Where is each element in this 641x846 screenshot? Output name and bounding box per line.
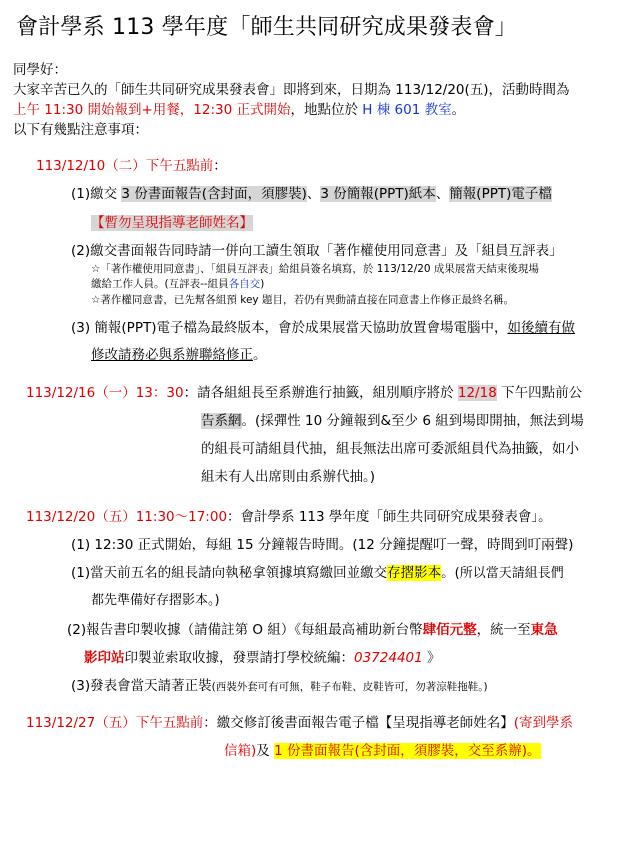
draw-rule: 。(採彈性 10 分鐘報到&至少 6 組到場即開抽，無法到場 (241, 413, 584, 429)
item-text: ，統一至 (476, 622, 531, 638)
section-3-item-3-cont (84, 648, 441, 668)
section-1-item-1 (71, 184, 552, 204)
item-text: (3) 簡報(PPT)電子檔為最終版本，會於成果展當天協助放置會場電腦中， (71, 320, 508, 336)
colon: ： (213, 158, 227, 174)
section-3-item-2 (71, 563, 564, 584)
section-4-line-1 (26, 713, 573, 733)
dress-code: (3)發表會當天請著正裝 (71, 678, 212, 694)
section-1-item-3-cont (91, 345, 267, 365)
section-1-item-1-note (91, 213, 253, 233)
item-text: (1)當天前五名的組長請向執秘拿領據填寫繳回並繳交 (71, 565, 388, 581)
item-note: (所以當天請組長們 (454, 566, 564, 581)
section-1-note-1: ☆「著作權使用同意書」、「組員互評表」給組員簽名填寫，於 113/12/20 成果展當天結束後現場 (91, 263, 539, 275)
period: 。 (451, 102, 466, 118)
item-prefix: (1)繳交 (71, 186, 122, 202)
greeting: 同學好： (13, 62, 67, 78)
section-2-line-4: 組未有人出席則由系辦代抽。) (201, 469, 376, 485)
announce-time: 下午四點前公 (496, 385, 583, 401)
send-to-dept-email-cont: 信箱) (224, 743, 257, 759)
intro-line-1: 大家辛苦已久的「師生共同研究成果發表會」即將到來，日期為 113/12/20(五)，活動時間為 (13, 82, 570, 98)
submit-individually: 各自交 (228, 278, 261, 290)
period: 。 (253, 347, 267, 363)
section-3-item-4 (71, 676, 488, 696)
section-1-item-2: (2)繳交書面報告同時請一併向工讀生領取「著作權使用同意書」及「組員互評表」 (71, 243, 563, 259)
ppt-file: 簡報(PPT)電子檔 (449, 186, 552, 202)
section-2-line-1 (26, 383, 582, 403)
passbook-copy: 存摺影本 (387, 565, 442, 581)
separator: 、 (306, 186, 321, 202)
notice-heading: 以下有幾點注意事項： (13, 122, 148, 138)
section-3-item-1: (1) 12:30 正式開始，每組 15 分鐘報告時間。(12 分鐘提醒叮一聲，時間到叮兩聲) (71, 537, 574, 553)
period: 。 (441, 565, 455, 581)
bracket-close: 》 (422, 650, 441, 666)
submission-instruction: 繳交修訂後書面報告電子檔【呈現指導老師姓名】 (216, 715, 514, 731)
announce-date: 12/18 (457, 385, 497, 401)
section-1-note-1-cont (91, 277, 264, 292)
section-4-line-2 (224, 741, 541, 761)
revision-contact-note-cont: 修改請務必與系辦聯絡修正 (91, 347, 253, 363)
school-tax-id: 03724401 (354, 650, 423, 666)
intro-line-2 (13, 100, 465, 120)
event-location: H 棟 601 教室 (362, 102, 452, 118)
note-text-end: ) (260, 278, 265, 290)
revision-contact-note: 如後續有做 (507, 320, 575, 336)
item-text: (2)報告書印製收據（請備註第 O 組）《每組最高補助新台幣 (67, 622, 423, 638)
colon: ： (227, 509, 241, 525)
colon: ： (183, 385, 198, 401)
separator: 、 (435, 186, 450, 202)
dress-code-note: (西裝外套可有可無，鞋子布鞋、皮鞋皆可，勿著涼鞋拖鞋。) (211, 681, 488, 693)
section-2-line-3: 的組長可請組員代抽，組長無法出席可委派組員代為抽籤，如小 (201, 441, 579, 457)
final-printed-report: 1 份書面報告(含封面，須膠裝，交至系辦)。 (274, 743, 541, 759)
advisor-name-warning: 【暫勿呈現指導老師姓名】 (91, 215, 253, 231)
section-1-date: 113/12/10（二）下午五點前 (36, 158, 214, 174)
section-3-date: 113/12/20（五）11:30～17:00 (26, 509, 228, 525)
section-1-item-3 (71, 318, 575, 338)
section-4-date: 113/12/27（五）下午五點前 (26, 715, 204, 731)
page-title: 會計學系 113 學年度「師生共同研究成果發表會」 (16, 15, 517, 40)
department-website: 告系網 (201, 413, 242, 429)
draw-instruction: 請各組組長至系辦進行抽籤，組別順序將於 (197, 385, 458, 401)
section-3-item-2-cont: 都先準備好存摺影本。) (91, 593, 220, 608)
section-3-item-3 (67, 620, 558, 640)
event-time: 上午 11:30 開始報到+用餐，12:30 正式開始 (13, 102, 291, 118)
subsidy-amount: 肆佰元整 (422, 622, 477, 638)
section-1-header (36, 156, 227, 176)
print-shop-cont: 影印站 (84, 650, 125, 666)
note-text: 繳給工作人員。(互評表--組員 (91, 278, 229, 290)
printed-report-copies: 3 份書面報告(含封面，須膠裝) (121, 186, 307, 202)
ppt-printout: 3 份簡報(PPT)紙本 (320, 186, 436, 202)
location-prefix: ，地點位於 (290, 102, 363, 118)
item-text: 印製並索取收據，發票請打學校統編： (124, 650, 354, 666)
print-shop: 東急 (530, 622, 558, 638)
section-1-note-2: ☆著作權同意書，已先幫各組預 key 題目，若仍有異動請直接在同意書上作修正最終名稱。 (91, 294, 514, 306)
section-3-header (26, 507, 552, 527)
section-3-title: 會計學系 113 學年度「師生共同研究成果發表會」。 (240, 509, 552, 525)
conjunction: 及 (256, 743, 275, 759)
section-2-date: 113/12/16（一）13：30 (26, 385, 184, 401)
send-to-dept-email: (寄到學系 (513, 715, 574, 731)
colon: ： (203, 715, 217, 731)
section-2-line-2 (201, 411, 584, 431)
